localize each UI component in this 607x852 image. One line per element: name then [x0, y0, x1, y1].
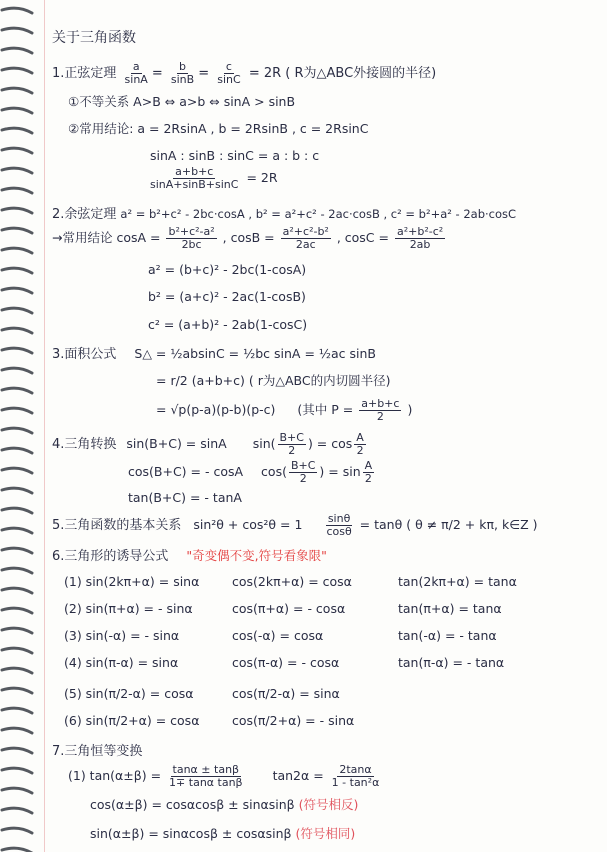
cosine-c2: c² = (a+b)² - 2ab(1-cosC) [148, 317, 308, 332]
section-3 [52, 346, 376, 363]
den: sinB [170, 73, 195, 86]
spiral-ring [2, 48, 32, 53]
fraction-sum [148, 166, 240, 191]
induction-formula: (2) sin(π+α) = - sinα [64, 601, 193, 616]
spiral-ring [2, 528, 32, 533]
spiral-ring [2, 148, 32, 153]
den: sinA+sinB+sinC [150, 178, 239, 191]
heron-note: (其中 P = [297, 402, 354, 417]
den: 2ab [409, 238, 431, 251]
induction-motto: "奇变偶不变,符号看象限" [186, 548, 327, 563]
spiral-ring [2, 388, 32, 393]
spiral-ring [2, 648, 32, 653]
fraction-cosC [395, 226, 445, 251]
spiral-ring [2, 328, 32, 333]
spiral-ring [2, 448, 32, 453]
spiral-ring [2, 628, 32, 633]
spiral-ring [2, 108, 32, 113]
den: sinC [217, 73, 241, 86]
spiral-ring [2, 468, 32, 473]
spiral-ring [2, 168, 32, 173]
spiral-ring [2, 268, 32, 273]
spiral-ring [2, 508, 32, 513]
spiral-ring [2, 688, 32, 693]
spiral-ring [2, 288, 32, 293]
section-2 [52, 206, 516, 223]
sin-half-rest: ) = cos [307, 436, 353, 451]
den: 1 - tan²α [331, 776, 380, 789]
den: 2 [288, 444, 296, 457]
sin-sum: sin(α±β) = sinαcosβ ± cosαsinβ [90, 826, 292, 841]
notebook-page [50, 0, 602, 852]
section-4-heading: 4.三角转换 [52, 437, 117, 452]
fraction-tan-sum [167, 764, 245, 789]
section-1-heading: 1.正弦定理 [52, 66, 117, 81]
spiral-ring [2, 728, 32, 733]
section-4 [52, 432, 368, 457]
sum-ratio [146, 166, 278, 191]
heron-formula: = √p(p-a)(p-b)(p-c) [156, 402, 276, 417]
section-6-heading: 6.三角形的诱导公式 [52, 549, 169, 564]
num: A [364, 459, 373, 472]
spiral-ring [2, 588, 32, 593]
section-5-heading: 5.三角函数的基本关系 [52, 518, 182, 533]
den: 2 [299, 472, 307, 485]
den: 1∓ tanα tanβ [169, 776, 243, 789]
fraction-cosA [166, 226, 216, 251]
num: a²+c²-b² [282, 225, 329, 238]
tan-sum-line [68, 764, 383, 789]
num: A [356, 431, 364, 444]
sine-law-tail: = 2R ( R为△ABC外接圆的半径) [248, 66, 437, 81]
tan-bc: tan(B+C) = - tanA [128, 490, 242, 505]
induction-formula: cos(π-α) = - cosα [232, 655, 340, 670]
induction-formula: (3) sin(-α) = - sinα [64, 628, 180, 643]
cos-sum-line [90, 797, 358, 813]
cos-bc-line [128, 460, 376, 485]
common-conclusion: ②常用结论: a = 2RsinA , b = 2RsinB , c = 2RsinC [68, 121, 369, 136]
fraction-c-sinC [215, 61, 242, 86]
spiral-ring [2, 368, 32, 373]
num: a+b+c [175, 165, 214, 178]
num: B+C [290, 459, 316, 472]
spiral-ring [2, 128, 32, 133]
fraction-cosB [281, 226, 331, 251]
induction-formula: cos(π/2+α) = - sinα [232, 713, 355, 728]
cos-sum-note: (符号相反) [298, 797, 359, 812]
cos-sum: cos(α±β) = cosαcosβ ± sinαsinβ [90, 797, 295, 812]
section-6 [52, 548, 327, 565]
induction-formula: cos(2kπ+α) = cosα [232, 574, 352, 589]
spiral-ring [2, 408, 32, 413]
induction-formula: tan(π-α) = - tanα [398, 655, 505, 670]
num: a+b+c [361, 397, 400, 410]
spiral-ring [2, 428, 32, 433]
induction-formula: cos(π/2-α) = sinα [232, 686, 340, 701]
sin-bc: sin(B+C) = sinA [126, 436, 227, 451]
spiral-ring [2, 8, 32, 13]
spiral-ring [2, 708, 32, 713]
num: c [225, 60, 232, 73]
fraction-a-sinA [123, 61, 150, 86]
cosA-label: cosA = [116, 230, 161, 245]
tan-sum-label: (1) tan(α±β) = [68, 768, 162, 783]
spiral-ring [2, 208, 32, 213]
spiral-ring [2, 748, 32, 753]
spiral-ring [2, 88, 32, 93]
pythagorean-identity: sin²θ + cos²θ = 1 [193, 517, 303, 532]
spiral-ring [2, 28, 32, 33]
induction-formula: (1) sin(2kπ+α) = sinα [64, 574, 200, 589]
inequality-relation: ①不等关系 A>B ⇔ a>b ⇔ sinA > sinB [68, 94, 296, 109]
den: sinA [124, 73, 148, 86]
den: 2bc [181, 238, 202, 251]
den: 2 [356, 444, 364, 457]
num: b²+c²-a² [168, 225, 215, 238]
spiral-ring [2, 828, 32, 833]
spiral-ring [2, 188, 32, 193]
cosine-law: a² = b²+c² - 2bc·cosA , b² = a²+c² - 2ac·cosB , c² = b²+a² - 2ab·cosC [120, 207, 517, 221]
induction-formula: tan(-α) = - tanα [398, 628, 497, 643]
spiral-ring [2, 848, 32, 852]
fraction-bc-half [278, 432, 306, 457]
num: 2tanα [339, 763, 372, 776]
cosC-label: , cosC = [336, 230, 389, 245]
section-2-heading: 2.余弦定理 [52, 207, 117, 222]
spiral-ring [2, 248, 32, 253]
cos-half-open: cos( [261, 464, 287, 479]
fraction-a-half [354, 432, 366, 457]
section-1: 1.正弦定理 $\frac{a}{\sin A}$ = $\frac{b}{\sin B}$ = $\frac{c}{\sin C}$ = 2R ( R为△ABC外接圆的半径) [52, 60, 437, 86]
induction-formula: tan(π+α) = tanα [398, 601, 502, 616]
sin-sum-note: (符号相同) [295, 826, 356, 841]
ratio-relation: sinA : sinB : sinC = a : b : c [150, 148, 320, 163]
area-formula: S△ = ½absinC = ½bc sinA = ½ac sinB [134, 346, 377, 361]
num: B+C [279, 431, 304, 444]
spiral-ring [2, 548, 32, 553]
spiral-ring [2, 668, 32, 673]
cosine-a2: a² = (b+c)² - 2bc(1-cosA) [148, 262, 307, 277]
num: tanα ± tanβ [172, 763, 240, 776]
cos-bc: cos(B+C) = - cosA [128, 464, 244, 479]
fraction-bc-half-2 [289, 460, 317, 485]
sin-half-open: sin( [252, 436, 276, 451]
spiral-ring [2, 608, 32, 613]
cosine-conclusion [52, 226, 447, 251]
induction-formula: (5) sin(π/2-α) = cosα [64, 686, 194, 701]
sin-sum-line [90, 826, 355, 842]
spiral-ring [2, 488, 32, 493]
heron-close: ) [407, 402, 413, 417]
margin-line [44, 0, 45, 852]
cosB-label: , cosB = [222, 230, 275, 245]
area-heron [156, 398, 412, 423]
induction-formula: cos(-α) = cosα [232, 628, 324, 643]
fraction-b-sinB [169, 61, 196, 86]
den: 2 [364, 472, 372, 485]
section-7-heading: 7.三角恒等变换 [52, 744, 143, 759]
spiral-ring [2, 308, 32, 313]
spiral-ring [2, 228, 32, 233]
page-title: 关于三角函数 [52, 30, 136, 46]
den: 2ac [295, 238, 316, 251]
fraction-sin-cos [324, 513, 353, 538]
fraction-tan-double [330, 764, 382, 789]
tan-double-label: tan2α = [272, 768, 324, 783]
cos-half-rest: ) = sin [319, 464, 361, 479]
spiral-ring [2, 348, 32, 353]
num: a [132, 60, 140, 73]
cosine-b2: b² = (a+c)² - 2ac(1-cosB) [148, 289, 306, 304]
area-incircle: = r/2 (a+b+c) ( r为△ABC的内切圆半径) [156, 373, 391, 388]
sum-ratio-tail: = 2R [246, 170, 278, 185]
den: cosθ [326, 525, 352, 538]
num: a²+b²-c² [396, 225, 444, 238]
tan-identity: = tanθ ( θ ≠ π/2 + kπ, k∈Z ) [359, 517, 538, 532]
spiral-ring [2, 568, 32, 573]
num: b [179, 60, 187, 73]
section-3-heading: 3.面积公式 [52, 347, 117, 362]
section-5 [52, 513, 538, 538]
induction-formula: tan(2kπ+α) = tanα [398, 574, 517, 589]
spiral-ring [2, 788, 32, 793]
spiral-ring [2, 68, 32, 73]
induction-formula: cos(π+α) = - cosα [232, 601, 346, 616]
spiral-ring [2, 808, 32, 813]
num: sinθ [327, 512, 351, 525]
fraction-semi-perimeter [359, 398, 401, 423]
arrow-label: →常用结论 [52, 230, 113, 245]
den: 2 [376, 410, 384, 423]
fraction-a-half-2 [363, 460, 375, 485]
induction-formula: (4) sin(π-α) = sinα [64, 655, 179, 670]
induction-formula: (6) sin(π/2+α) = cosα [64, 713, 200, 728]
spiral-ring [2, 768, 32, 773]
spiral-binding [0, 0, 34, 852]
